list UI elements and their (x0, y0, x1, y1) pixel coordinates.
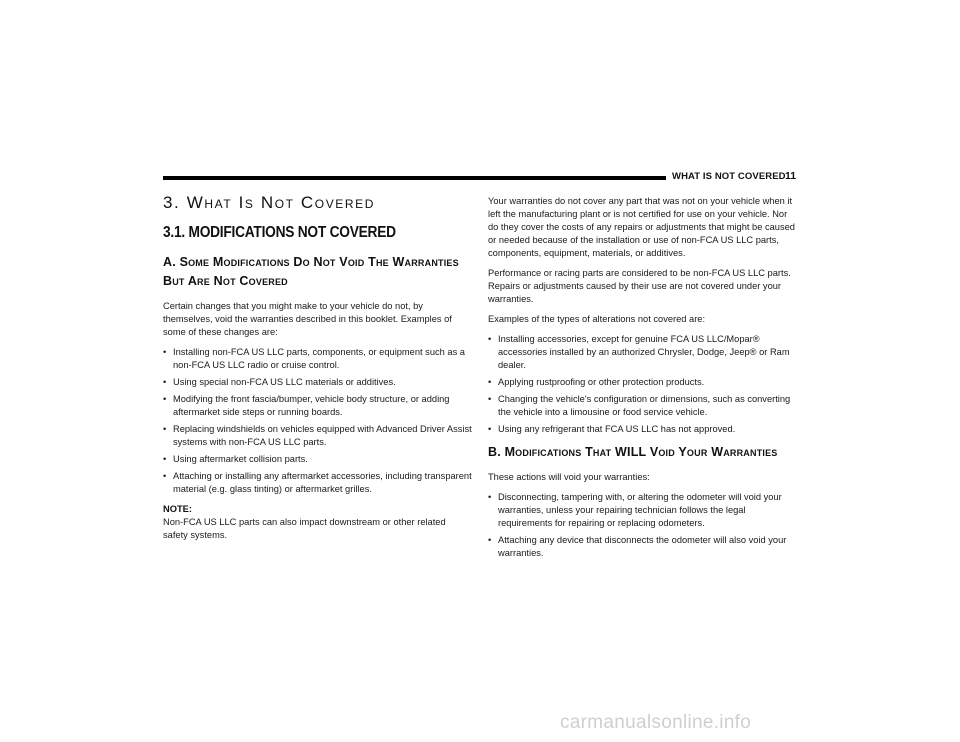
list-item: • Disconnecting, tampering with, or altering the odometer will void your warranties, unless your repairing technician follows the legal requirements for repairing or replacing odometers. (488, 492, 782, 528)
coverage-paragraph: Your warranties do not cover any part that was not on your vehicle when it left the manufacturing plant or is not certified for use on your vehicle. Nor do they cover the costs of any repairs or adjustments that might be caused or needed because of the installation or use of non-FCA US LLC parts, components, equipment, materials, or additives. (488, 196, 795, 258)
list-item: • Attaching or installing any aftermarket accessories, including transparent material (e.g. glass tinting) or aftermarket grilles. (163, 471, 472, 494)
list-item: • Changing the vehicle's configuration or dimensions, such as converting the vehicle into a limousine or food service vehicle. (488, 394, 791, 417)
list-item: • Installing non-FCA US LLC parts, components, or equipment such as a non-FCA US LLC radio or cruise control. (163, 347, 465, 370)
modifications-list (163, 346, 473, 496)
note-text: Non-FCA US LLC parts can also impact downstream or other related safety systems. (163, 517, 446, 540)
page-number: 11 (785, 170, 797, 182)
void-intro: These actions will void your warranties: (488, 472, 650, 482)
note-label: NOTE: (163, 504, 192, 514)
chapter-title: 3. What Is Not Covered (163, 193, 376, 212)
subsection-a-title: A. Some Modifications Do Not Void The Warranties But Are Not Covered (163, 255, 459, 288)
section-title: 3.1. MODIFICATIONS NOT COVERED (163, 224, 396, 241)
bullet-icon: • (163, 347, 167, 357)
list-item: • Replacing windshields on vehicles equipped with Advanced Driver Assist systems with non-FCA US LLC parts. (163, 424, 472, 447)
bullet-icon: • (163, 377, 167, 387)
examples-paragraph: Examples of the types of alterations not covered are: (488, 314, 706, 324)
list-item: • Using any refrigerant that FCA US LLC has not approved. (488, 424, 736, 434)
list-item: • Applying rustproofing or other protection products. (488, 377, 705, 387)
running-header: WHAT IS NOT COVERED (672, 171, 786, 182)
left-column (163, 193, 473, 542)
header-rule (163, 176, 666, 180)
bullet-icon: • (488, 394, 492, 404)
bullet-icon: • (488, 377, 492, 387)
bullet-icon: • (488, 535, 492, 545)
performance-paragraph: Performance or racing parts are considered to be non-FCA US LLC parts. Repairs or adjustments caused by their use are not covered under your warranties. (488, 268, 791, 304)
list-item: • Attaching any device that disconnects the odometer will also void your warranties. (488, 535, 787, 558)
list-item: • Modifying the front fascia/bumper, vehicle body structure, or adding aftermarket side steps or running boards. (163, 394, 450, 417)
bullet-icon: • (488, 334, 492, 344)
intro-paragraph: Certain changes that you might make to your vehicle do not, by themselves, void the warranties described in this booklet. Examples of some of these changes are: (163, 301, 452, 337)
bullet-icon: • (163, 454, 167, 464)
bullet-icon: • (163, 471, 167, 481)
alterations-list (488, 333, 800, 436)
bullet-icon: • (163, 424, 167, 434)
subsection-b-title: B. Modifications That WILL Void Your Warranties (488, 445, 778, 459)
right-column (488, 195, 800, 567)
bullet-icon: • (488, 492, 492, 502)
watermark-text: carmanualsonline.info (560, 712, 752, 733)
bullet-icon: • (488, 424, 492, 434)
void-actions-list (488, 491, 800, 560)
bullet-icon: • (163, 394, 167, 404)
list-item: • Installing accessories, except for genuine FCA US LLC/Mopar® accessories installed by an authorized Chrysler, Dodge, Jeep® or Ram dealer. (488, 334, 790, 370)
list-item: • Using aftermarket collision parts. (163, 454, 308, 464)
list-item: • Using special non-FCA US LLC materials or additives. (163, 377, 396, 387)
